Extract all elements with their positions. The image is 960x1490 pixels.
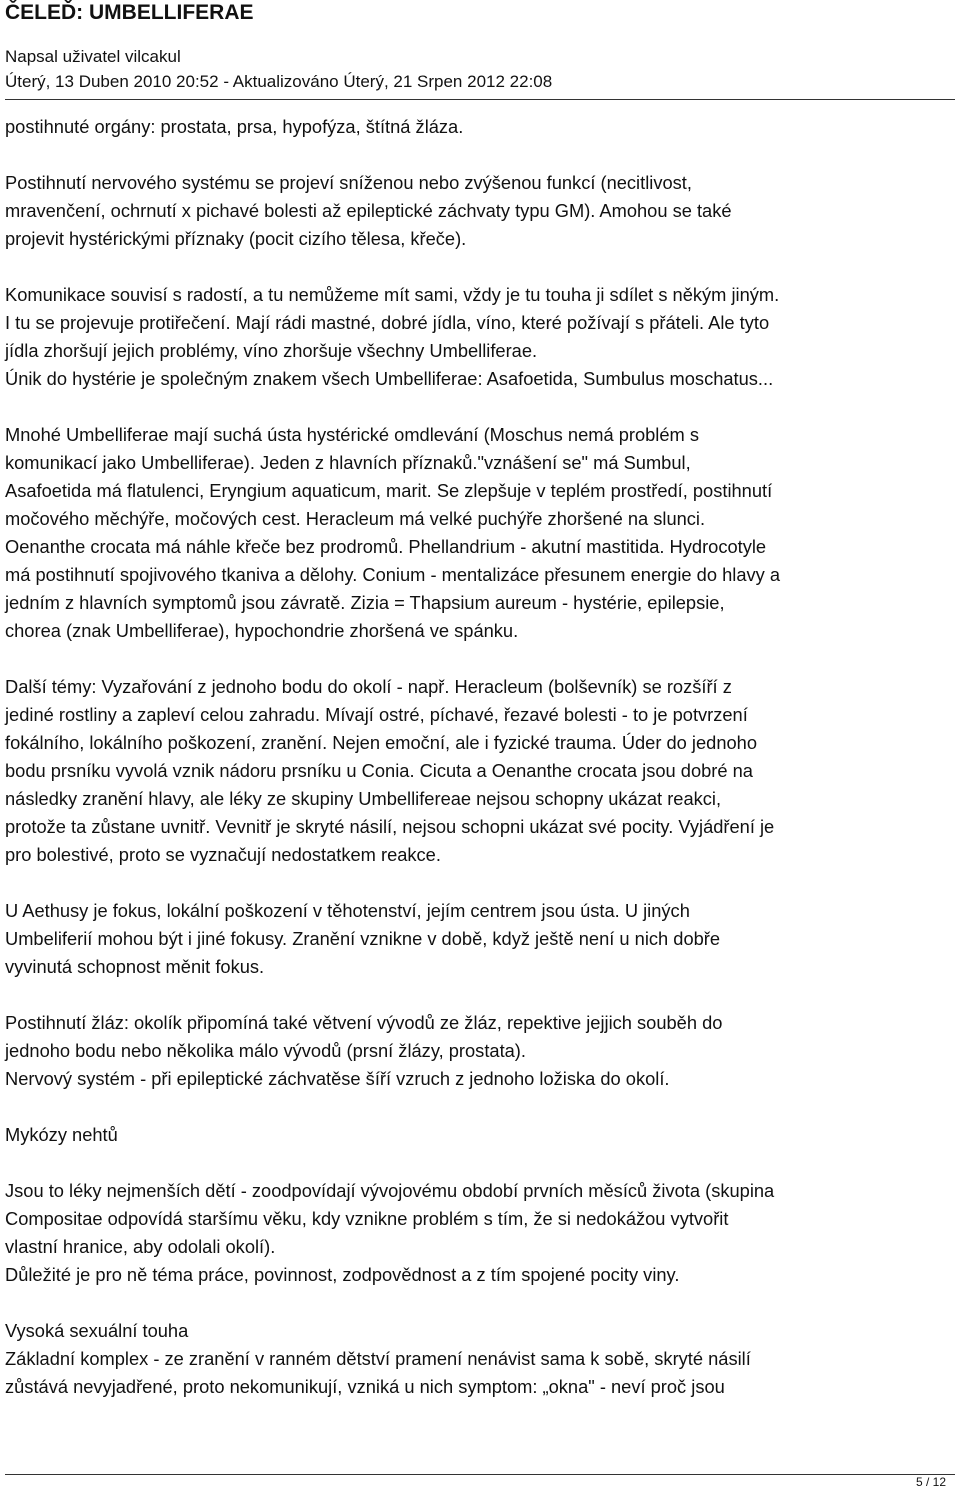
text-line: chorea (znak Umbelliferae), hypochondrie zhoršená ve spánku. bbox=[5, 620, 519, 641]
text-line: jídla zhoršují jejich problémy, víno zhoršuje všechny Umbelliferae. bbox=[5, 340, 538, 361]
text-line: Postihnutí žláz: okolík připomíná také větvení vývodů ze žláz, repektive jejjich souběh do bbox=[5, 1012, 723, 1033]
article-body bbox=[5, 113, 957, 1429]
text-line: Postihnutí nervového systému se projeví sníženou nebo zvýšenou funkcí (necitlivost, bbox=[5, 172, 692, 193]
text-line: mravenčení, ochrnutí x pichavé bolesti až epileptické záchvaty typu GM). Amohou se také bbox=[5, 200, 732, 221]
text-line: zůstává nevyjadřené, proto nekomunikují, vzniká u nich symptom: „okna" - neví proč jsou bbox=[5, 1376, 725, 1397]
text-line: Základní komplex - ze zranění v ranném dětství pramení nenávist sama k sobě, skryté násilí bbox=[5, 1348, 751, 1369]
text-line: Mykózy nehtů bbox=[5, 1124, 118, 1145]
paragraph bbox=[5, 421, 957, 645]
text-line: má postihnutí spojivového tkaniva a dělohy. Conium - mentalizáce přesunem energie do hlavy a bbox=[5, 564, 781, 585]
article-meta bbox=[5, 44, 552, 94]
text-line: následky zranění hlavy, ale léky ze skupiny Umbellifereae nejsou schopny ukázat reakci, bbox=[5, 788, 722, 809]
text-line: jednoho bodu nebo několika málo vývodů (prsní žlázy, prostata). bbox=[5, 1040, 526, 1061]
paragraph bbox=[5, 113, 957, 141]
text-line: Mnohé Umbelliferae mají suchá ústa hystérické omdlevání (Moschus nemá problém s bbox=[5, 424, 699, 445]
text-line: Compositae odpovídá staršímu věku, kdy vznikne problém s tím, že si nedokážou vytvořit bbox=[5, 1208, 729, 1229]
paragraph bbox=[5, 673, 957, 869]
text-line: vlastní hranice, aby odolali okolí). bbox=[5, 1236, 276, 1257]
text-line: Jsou to léky nejmenších dětí - zoodpovídají vývojovému období prvních měsíců života (skupina bbox=[5, 1180, 775, 1201]
page-indicator: 5 / 12 bbox=[915, 1475, 946, 1489]
text-line: Komunikace souvisí s radostí, a tu nemůžeme mít sami, vždy je tu touha ji sdílet s někým jiným. bbox=[5, 284, 780, 305]
paragraph bbox=[5, 1317, 957, 1401]
text-line: protože ta zůstane uvnitř. Vevnitř je skryté násilí, nejsou schopni ukázat své pocity. Vyjádření je bbox=[5, 816, 775, 837]
text-line: Oenanthe crocata má náhle křeče bez prodromů. Phellandrium - akutní mastitida. Hydrocotyle bbox=[5, 536, 767, 557]
text-line: pro bolestivé, proto se vyznačují nedostatkem reakce. bbox=[5, 844, 441, 865]
text-line: Vysoká sexuální touha bbox=[5, 1320, 189, 1341]
text-line: jediné rostliny a zapleví celou zahradu. Mívají ostré, píchavé, řezavé bolesti - to je potvrzení bbox=[5, 704, 748, 725]
paragraph bbox=[5, 897, 957, 981]
paragraph bbox=[5, 169, 957, 253]
page-title: ČELEĎ: UMBELLIFERAE bbox=[5, 1, 254, 24]
text-line: Nervový systém - při epileptické záchvatěse šíří vzruch z jednoho ložiska do okolí. bbox=[5, 1068, 670, 1089]
paragraph bbox=[5, 1177, 957, 1289]
text-line: U Aethusy je fokus, lokální poškození v těhotenství, jejím centrem jsou ústa. U jiných bbox=[5, 900, 690, 921]
text-line: Asafoetida má flatulenci, Eryngium aquaticum, marit. Se zlepšuje v teplém prostředí, postihnutí bbox=[5, 480, 773, 501]
paragraph bbox=[5, 1009, 957, 1093]
text-line: projevit hystérickými příznaky (pocit cizího tělesa, křeče). bbox=[5, 228, 467, 249]
text-line: Důležité je pro ně téma práce, povinnost, zodpovědnost a z tím spojené pocity viny. bbox=[5, 1264, 680, 1285]
text-line: postihnuté orgány: prostata, prsa, hypofýza, štítná žláza. bbox=[5, 116, 464, 137]
date-line: Úterý, 13 Duben 2010 20:52 - Aktualizováno Úterý, 21 Srpen 2012 22:08 bbox=[5, 72, 553, 91]
paragraph bbox=[5, 281, 957, 393]
text-line: močového měchýře, močových cest. Heracleum má velké puchýře zhoršené na slunci. bbox=[5, 508, 706, 529]
header-divider bbox=[5, 99, 955, 100]
text-line: Únik do hystérie je společným znakem všech Umbelliferae: Asafoetida, Sumbulus moschatus... bbox=[5, 368, 774, 389]
text-line: Umbeliferií mohou být i jiné fokusy. Zranění vznikne v době, když ještě není u nich dobře bbox=[5, 928, 721, 949]
footer-divider bbox=[5, 1474, 955, 1475]
text-line: jedním z hlavních symptomů jsou závratě. Zizia = Thapsium aureum - hystérie, epilepsie, bbox=[5, 592, 725, 613]
text-line: Další témy: Vyzařování z jednoho bodu do okolí - např. Heracleum (bolševník) se rozšíří z bbox=[5, 676, 732, 697]
author-line: Napsal uživatel vilcakul bbox=[5, 47, 181, 66]
text-line: bodu prsníku vyvolá vznik nádoru prsníku u Conia. Cicuta a Oenanthe crocata jsou dobré na bbox=[5, 760, 753, 781]
paragraph bbox=[5, 1121, 957, 1149]
text-line: vyvinutá schopnost měnit fokus. bbox=[5, 956, 265, 977]
text-line: I tu se projevuje protiřečení. Mají rádi mastné, dobré jídla, víno, které požívají s přáteli. Ale tyto bbox=[5, 312, 770, 333]
text-line: komunikací jako Umbelliferae). Jeden z hlavních příznaků."vznášení se" má Sumbul, bbox=[5, 452, 691, 473]
text-line: fokálního, lokálního poškození, zranění. Nejen emoční, ale i fyzické trauma. Úder do jednoho bbox=[5, 732, 757, 753]
